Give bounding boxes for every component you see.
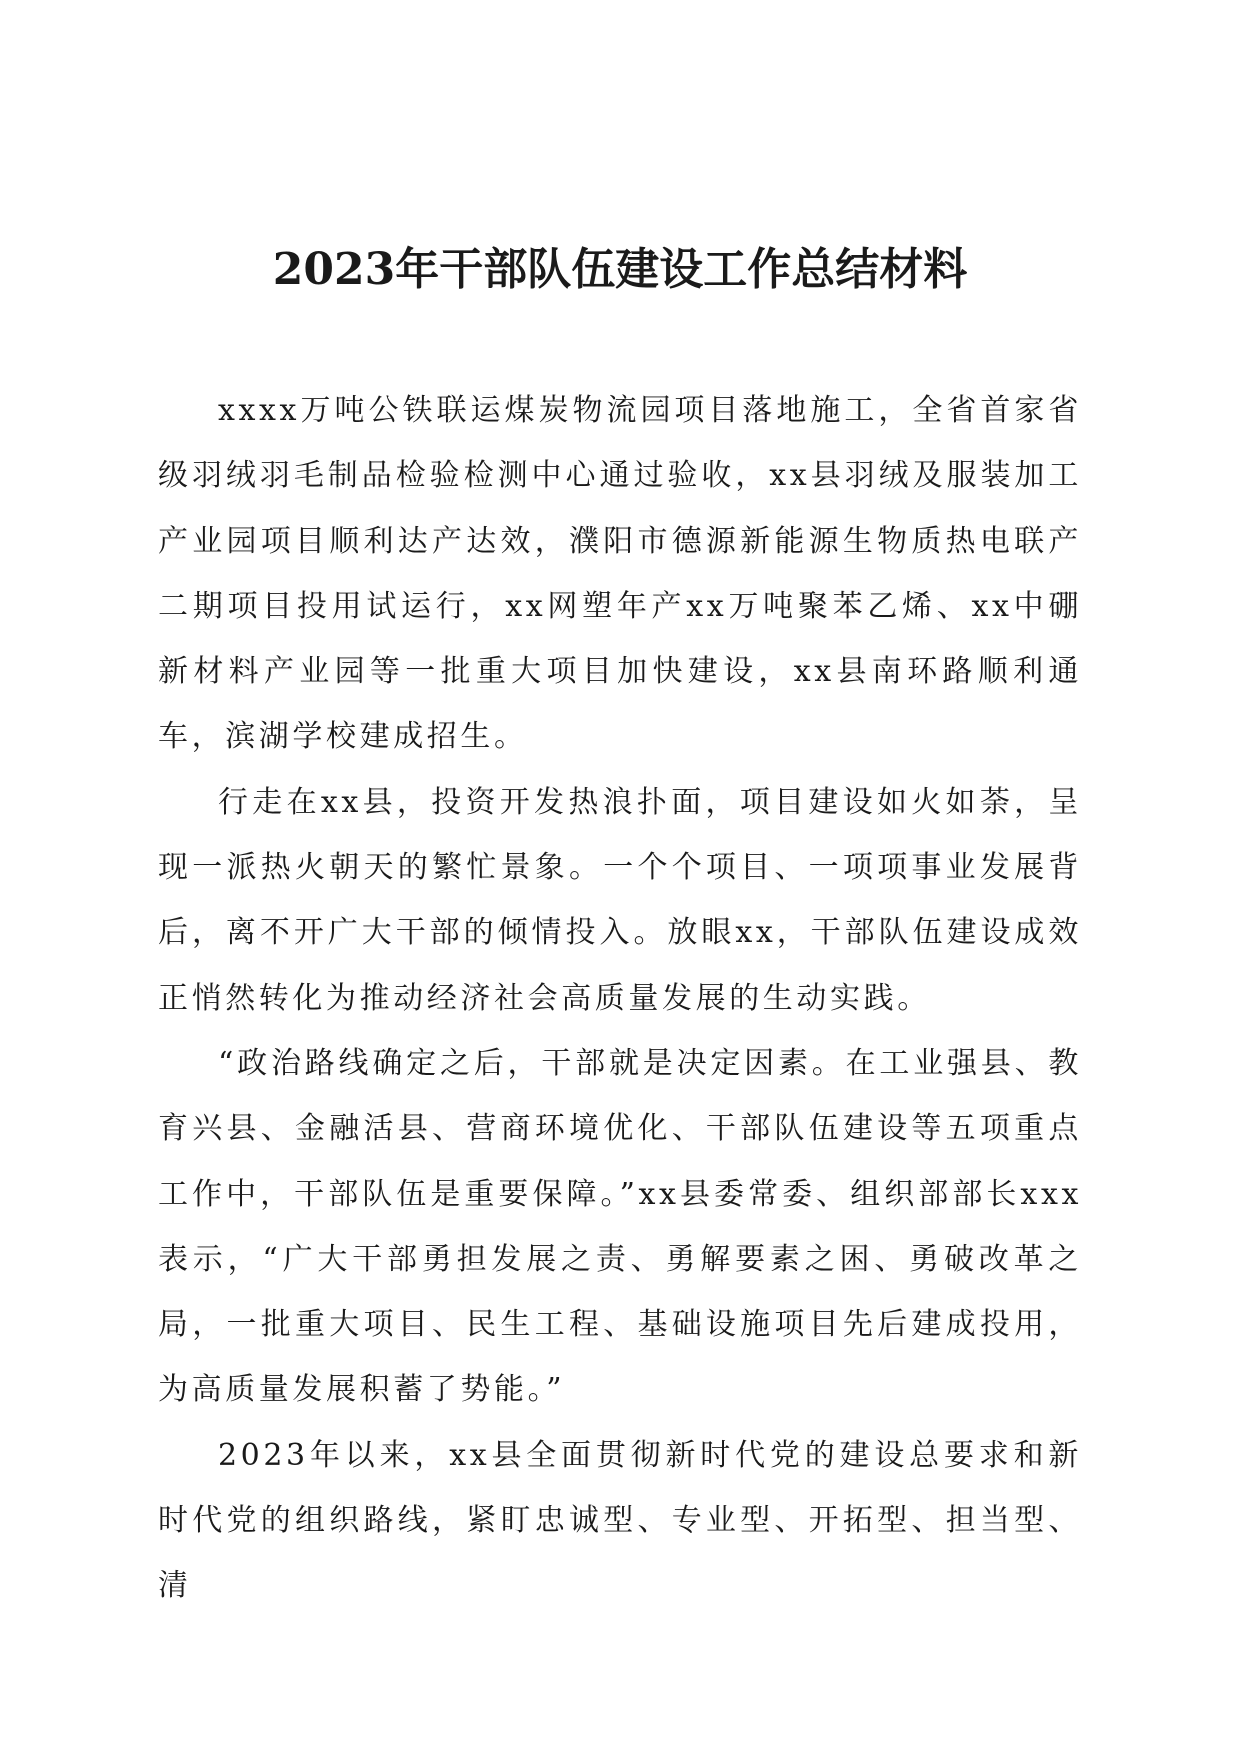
- paragraph-investment: 行走在xx县，投资开发热浪扑面，项目建设如火如荼，呈现一派热火朝天的繁忙景象。一个个项目、一项项事业发展背后，离不开广大干部的倾情投入。放眼xx，干部队伍建设成效正悄然转化为推动经济社会高质量发展的生动实践。: [158, 784, 1082, 1016]
- paragraph-quote: “政治路线确定之后，干部就是决定因素。在工业强县、教育兴县、金融活县、营商环境优化、干部队伍建设等五项重点工作中，干部队伍是重要保障。”xx县委常委、组织部部长xxx表示，“广大干部勇担发展之责、勇解要素之困、勇破改革之局，一批重大项目、民生工程、基础设施项目先后建成投用，为高质量发展积蓄了势能。”: [158, 1045, 1082, 1408]
- document-body: [158, 378, 1082, 1619]
- paragraph-projects: xxxx万吨公铁联运煤炭物流园项目落地施工，全省首家省级羽绒羽毛制品检验检测中心通过验收，xx县羽绒及服装加工产业园项目顺利达产达效，濮阳市德源新能源生物质热电联产二期项目投用试运行，xx网塑年产xx万吨聚苯乙烯、xx中硼新材料产业园等一批重大项目加快建设，xx县南环路顺利通车，滨湖学校建成招生。: [158, 393, 1082, 755]
- paragraph-2023: 2023年以来，xx县全面贯彻新时代党的建设总要求和新时代党的组织路线，紧盯忠诚型、专业型、开拓型、担当型、清: [158, 1437, 1082, 1604]
- document-title: 2023年干部队伍建设工作总结材料: [272, 244, 968, 295]
